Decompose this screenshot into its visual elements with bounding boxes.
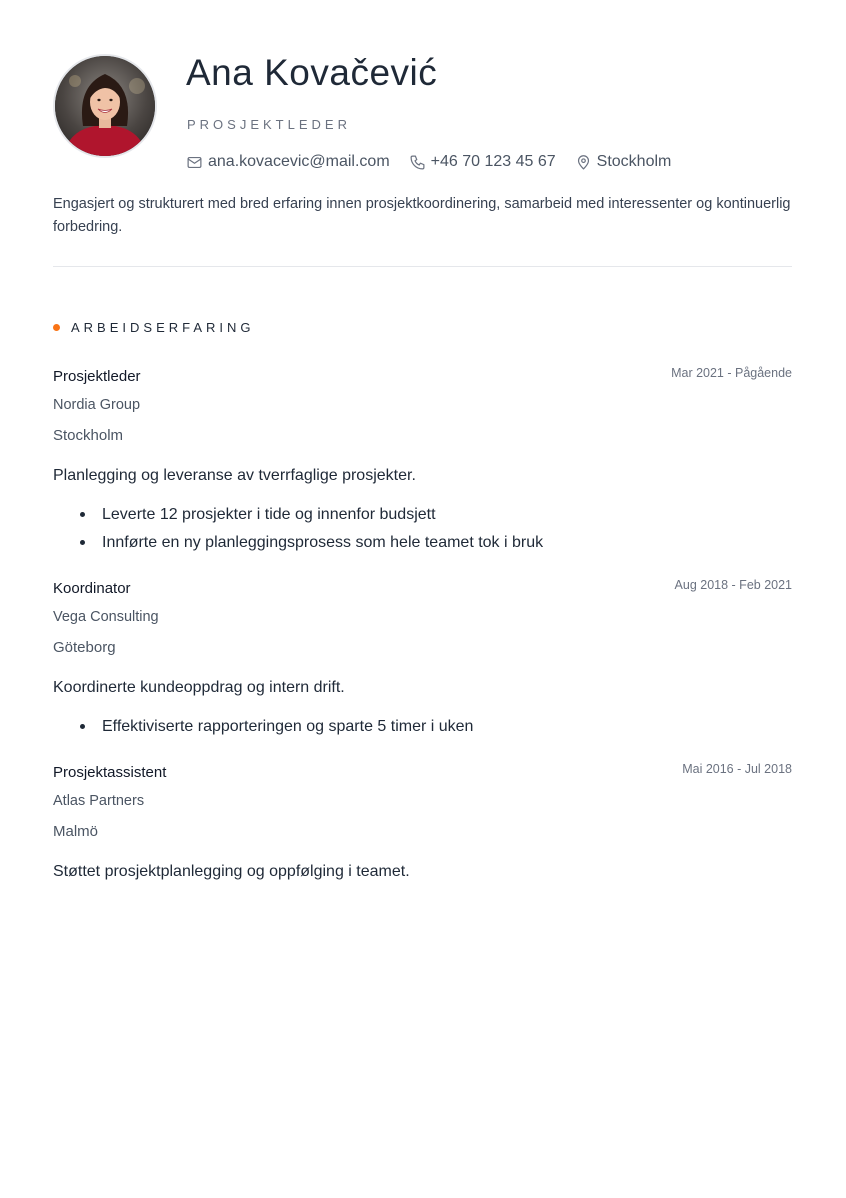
- job-company: Nordia Group: [53, 397, 141, 413]
- contact-email[interactable]: [186, 153, 390, 171]
- achievement-item: Innførte en ny planleggingsprosess som hele teamet tok i bruk: [53, 529, 543, 557]
- job-achievements: [53, 713, 473, 741]
- profile-photo: [55, 56, 155, 156]
- achievement-item: Effektiviserte rapporteringen og sparte 5 timer i uken: [53, 713, 473, 741]
- location-text: Stockholm: [596, 153, 672, 170]
- job-location: Malmö: [53, 823, 99, 840]
- job-location: Stockholm: [53, 427, 124, 444]
- achievement-item: Leverte 12 prosjekter i tide og innenfor budsjett: [53, 501, 543, 529]
- candidate-name: Ana Kovačević: [186, 52, 438, 93]
- experience-entry: [53, 764, 792, 894]
- email-text: ana.kovacevic@mail.com: [208, 153, 390, 170]
- contact-phone[interactable]: [409, 153, 556, 171]
- job-description: Planlegging og leveranse av tverrfaglige prosjekter.: [53, 467, 416, 484]
- candidate-title: PROSJEKTLEDER: [187, 117, 351, 132]
- experience-entry: [53, 368, 792, 558]
- job-title: Prosjektleder: [53, 368, 141, 385]
- contact-row: [186, 153, 690, 171]
- map-pin-icon: [575, 154, 592, 171]
- job-description: Støttet prosjektplanlegging og oppfølging i teamet.: [53, 863, 410, 880]
- header-divider: [53, 266, 792, 267]
- profile-summary: Engasjert og strukturert med bred erfaring innen prosjektkoordinering, samarbeid med interessenter og kontinuerlig forbedring.: [53, 196, 791, 235]
- mail-icon: [186, 154, 203, 171]
- job-title: Koordinator: [53, 580, 131, 597]
- contact-location: [575, 153, 672, 171]
- job-dates: Aug 2018 - Feb 2021: [674, 578, 792, 592]
- phone-text: +46 70 123 45 67: [430, 153, 556, 170]
- job-dates: Mar 2021 - Pågående: [671, 366, 792, 380]
- job-company: Atlas Partners: [53, 793, 145, 809]
- job-description: Koordinerte kundeoppdrag og intern drift.: [53, 679, 345, 696]
- section-bullet-dot: [53, 324, 60, 331]
- job-achievements: [53, 501, 543, 556]
- phone-icon: [409, 154, 426, 171]
- section-heading-experience: [53, 320, 255, 335]
- job-dates: Mai 2016 - Jul 2018: [682, 762, 792, 776]
- job-location: Göteborg: [53, 639, 116, 656]
- job-title: Prosjektassistent: [53, 764, 167, 781]
- avatar: [53, 54, 157, 158]
- section-heading-label: ARBEIDSERFARING: [71, 320, 255, 335]
- experience-entry: [53, 580, 792, 740]
- job-company: Vega Consulting: [53, 609, 159, 625]
